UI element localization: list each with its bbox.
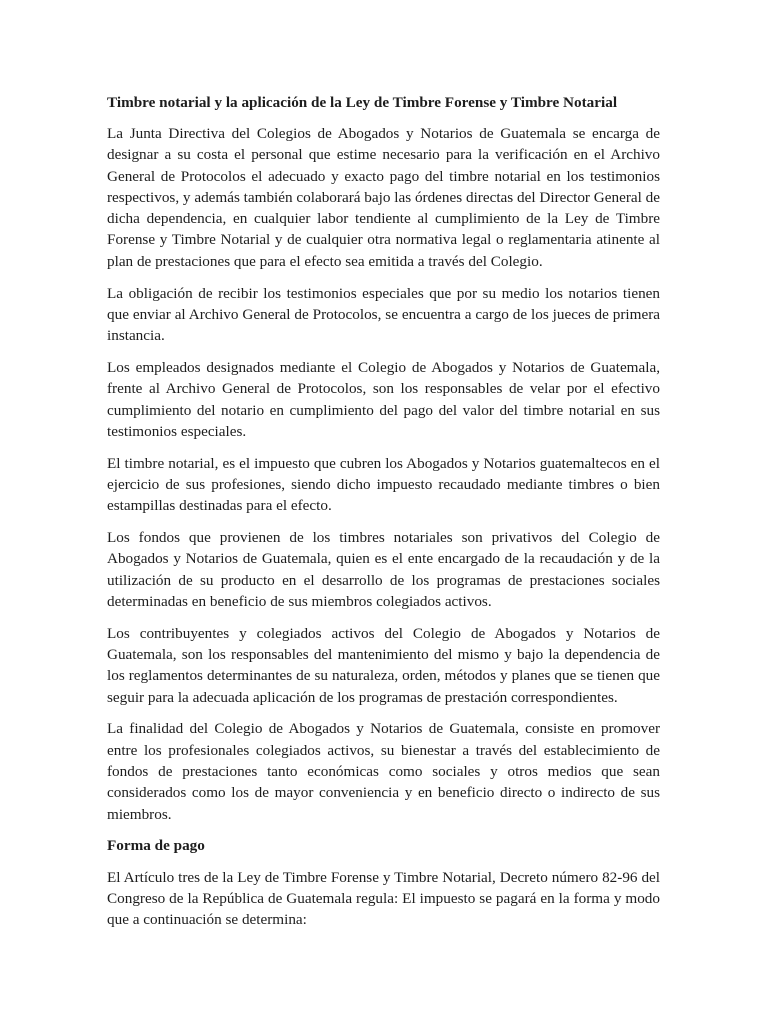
document-title: Timbre notarial y la aplicación de la Ley de Timbre Forense y Timbre Notarial — [107, 94, 618, 111]
document-page — [107, 92, 660, 941]
paragraph-empleados: Los empleados designados mediante el Colegio de Abogados y Notarios de Guatemala, frente al Archivo General de Protocolos, son los responsables de velar por el efectivo cumplimiento del notario en cumplimiento del pago del valor del timbre notarial en sus testimonios especiales. — [107, 358, 660, 440]
paragraph-finalidad: La finalidad del Colegio de Abogados y Notarios de Guatemala, consiste en promover entre los profesionales colegiados activos, su bienestar a través del establecimiento de fondos de prestaciones tanto económicas como sociales y otros medios que sean considerados como los de mayor conveniencia y en beneficio directo o indirecto de sus miembros. — [107, 720, 660, 823]
paragraph-fondos: Los fondos que provienen de los timbres notariales son privativos del Colegio de Abogados y Notarios de Guatemala, quien es el ente encargado de la recaudación y de la utilización de su producto en el desarrollo de los programas de prestaciones sociales determinadas en beneficio de sus miembros colegiados activos. — [107, 529, 660, 610]
section-heading-forma-de-pago: Forma de pago — [107, 837, 205, 855]
paragraph-contribuyentes: Los contribuyentes y colegiados activos del Colegio de Abogados y Notarios de Guatemala, son los responsables del mantenimiento del mismo y bajo la dependencia de los reglamentos determinantes de su naturaleza, orden, métodos y planes que se tienen que seguir para la adecuada aplicación de los programas de prestación correspondientes. — [107, 624, 660, 706]
paragraph-junta-directiva: La Junta Directiva del Colegios de Abogados y Notarios de Guatemala se encarga de designar a su costa el personal que estime necesario para la verificación en el Archivo General de Protocolos el adecuado y exacto pago del timbre notarial en los testimonios respectivos, y además también colaborará bajo las órdenes directas del Director General de dicha dependencia, en cualquier labor tendiente al cumplimiento de la Ley de Timbre Forense y Timbre Notarial y de cualquier otra normativa legal o reglamentaria atinente al plan de prestaciones que para el efecto sea emitida a través del Colegio. — [107, 125, 660, 270]
paragraph-timbre-notarial: El timbre notarial, es el impuesto que cubren los Abogados y Notarios guatemaltecos en el ejercicio de sus profesiones, siendo dicho impuesto recaudado mediante timbres o bien estampillas destinadas para el efecto. — [107, 454, 660, 515]
paragraph-articulo-tres: El Artículo tres de la Ley de Timbre Forense y Timbre Notarial, Decreto número 82-96 del Congreso de la República de Guatemala regula: El impuesto se pagará en la forma y modo que a continuación se determina: — [107, 868, 660, 929]
paragraph-obligacion: La obligación de recibir los testimonios especiales que por su medio los notarios tienen que enviar al Archivo General de Protocolos, se encuentra a cargo de los jueces de primera instancia. — [107, 284, 660, 345]
